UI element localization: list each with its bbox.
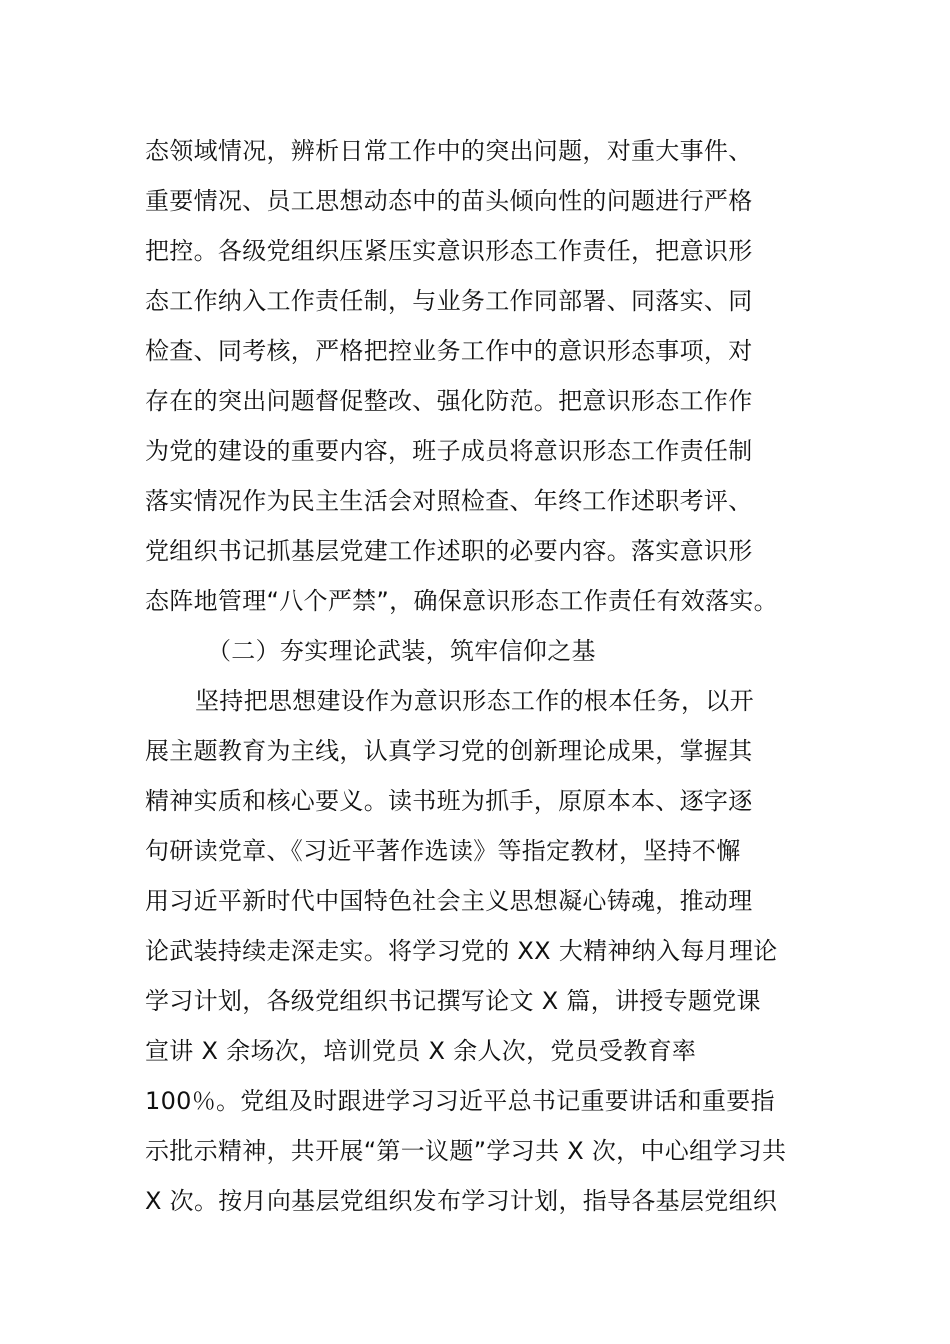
paragraph-line: 示批示精神，共开展“第一议题”学习共 X 次，中心组学习共 xyxy=(145,1137,787,1165)
paragraph-line: 重要情况、员工思想动态中的苗头倾向性的问题进行严格 xyxy=(145,187,753,215)
paragraph-line: 学习计划，各级党组织书记撰写论文 X 篇，讲授专题党课 xyxy=(145,987,761,1015)
paragraph-line: 把控。各级党组织压紧压实意识形态工作责任，把意识形 xyxy=(145,237,753,265)
paragraph-line: 党组织书记抓基层党建工作述职的必要内容。落实意识形 xyxy=(145,537,753,565)
document-body xyxy=(145,126,835,1226)
paragraph-line: 坚持把思想建设作为意识形态工作的根本任务，以开 xyxy=(195,687,754,715)
paragraph-line: 检查、同考核，严格把控业务工作中的意识形态事项，对 xyxy=(145,337,753,365)
paragraph-line: 落实情况作为民主生活会对照检查、年终工作述职考评、 xyxy=(145,487,753,515)
paragraph-line: 为党的建设的重要内容，班子成员将意识形态工作责任制 xyxy=(145,437,753,465)
paragraph-line: 态工作纳入工作责任制，与业务工作同部署、同落实、同 xyxy=(145,287,753,315)
paragraph-line: X 次。按月向基层党组织发布学习计划，指导各基层党组织 xyxy=(145,1187,778,1215)
paragraph-line: 存在的突出问题督促整改、强化防范。把意识形态工作作 xyxy=(145,387,753,415)
paragraph-line: 精神实质和核心要义。读书班为抓手，原原本本、逐字逐 xyxy=(145,787,753,815)
paragraph-line: 态阵地管理“八个严禁”，确保意识形态工作责任有效落实。 xyxy=(145,587,778,615)
paragraph-line: 展主题教育为主线，认真学习党的创新理论成果，掌握其 xyxy=(145,737,753,765)
paragraph-line: 态领域情况，辨析日常工作中的突出问题，对重大事件、 xyxy=(145,137,753,165)
paragraph-line: 100％。党组及时跟进学习习近平总书记重要讲话和重要指 xyxy=(145,1087,775,1115)
paragraph-line: 论武装持续走深走实。将学习党的 XX 大精神纳入每月理论 xyxy=(145,937,778,965)
paragraph-line: 用习近平新时代中国特色社会主义思想凝心铸魂，推动理 xyxy=(145,887,753,915)
paragraph-line: 句研读党章、《习近平著作选读》等指定教材，坚持不懈 xyxy=(145,837,741,865)
paragraph-line: 宣讲 X 余场次，培训党员 X 余人次，党员受教育率 xyxy=(145,1037,697,1065)
section-heading: （二）夯实理论武装，筑牢信仰之基 xyxy=(207,637,596,665)
